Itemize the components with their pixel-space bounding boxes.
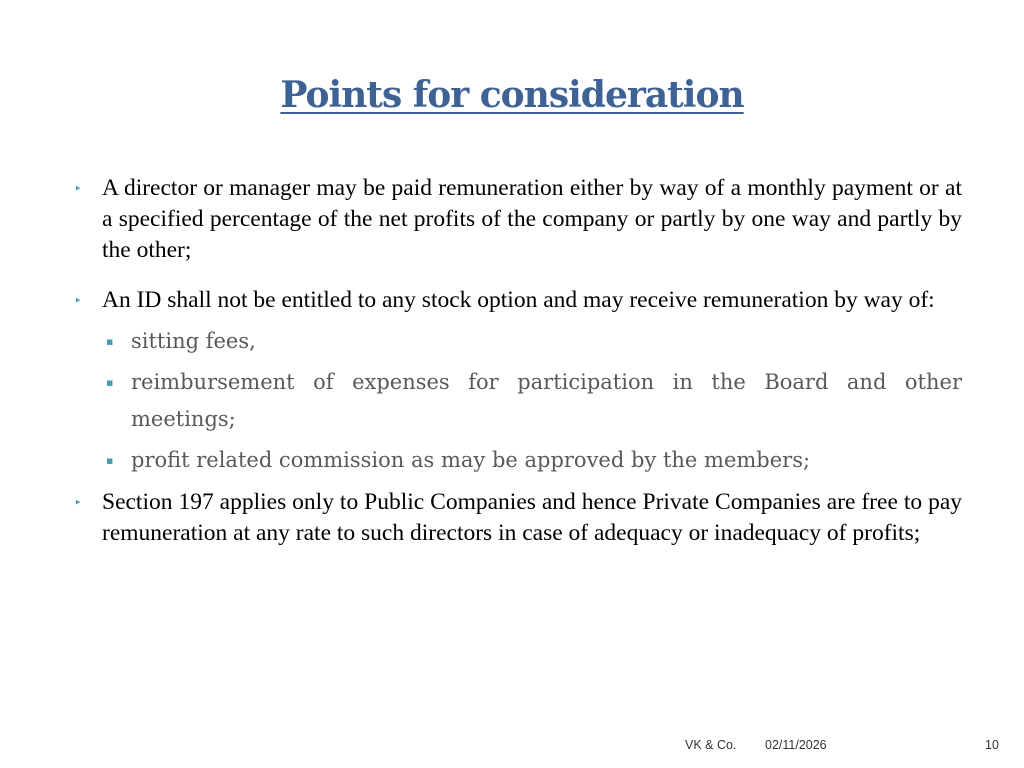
bullet-text: An ID shall not be entitled to any stock option and may receive remuneration by way of:	[102, 287, 935, 313]
bullet-item	[74, 173, 962, 266]
square-bullet-icon: ▪	[106, 376, 114, 389]
triangle-bullet-icon: ‣	[74, 293, 82, 308]
sub-bullet-list	[74, 323, 962, 479]
sub-bullet-item	[74, 364, 962, 438]
sub-bullet-text: reimbursement of expenses for participation in the Board and other meetings;	[131, 370, 962, 431]
triangle-bullet-icon: ‣	[74, 495, 82, 510]
sub-bullet-text: profit related commission as may be approved by the members;	[131, 448, 811, 472]
square-bullet-icon: ▪	[106, 335, 114, 348]
sub-bullet-item	[74, 323, 962, 360]
bullet-text: A director or manager may be paid remuneration either by way of a monthly payment or at a specified percentage of the net profits of the company or partly by one way and partly by the other;	[102, 175, 962, 263]
square-bullet-icon: ▪	[106, 454, 114, 467]
slide-title	[0, 74, 1024, 116]
bullet-item	[74, 282, 962, 319]
sub-bullet-text: sitting fees,	[131, 329, 256, 353]
bullet-text: Section 197 applies only to Public Companies and hence Private Companies are free to pay remuneration at any rate to such directors in case of adequacy or inadequacy of profits;	[102, 489, 962, 546]
slide-title-text: Points for consideration	[280, 74, 744, 116]
slide-content	[74, 173, 962, 549]
footer-date: 02/11/2026	[765, 738, 827, 752]
footer-company: VK & Co.	[685, 738, 737, 752]
bullet-item	[74, 487, 962, 549]
triangle-bullet-icon: ‣	[74, 181, 82, 196]
sub-bullet-item	[74, 442, 962, 479]
footer-page-number: 10	[985, 738, 999, 752]
